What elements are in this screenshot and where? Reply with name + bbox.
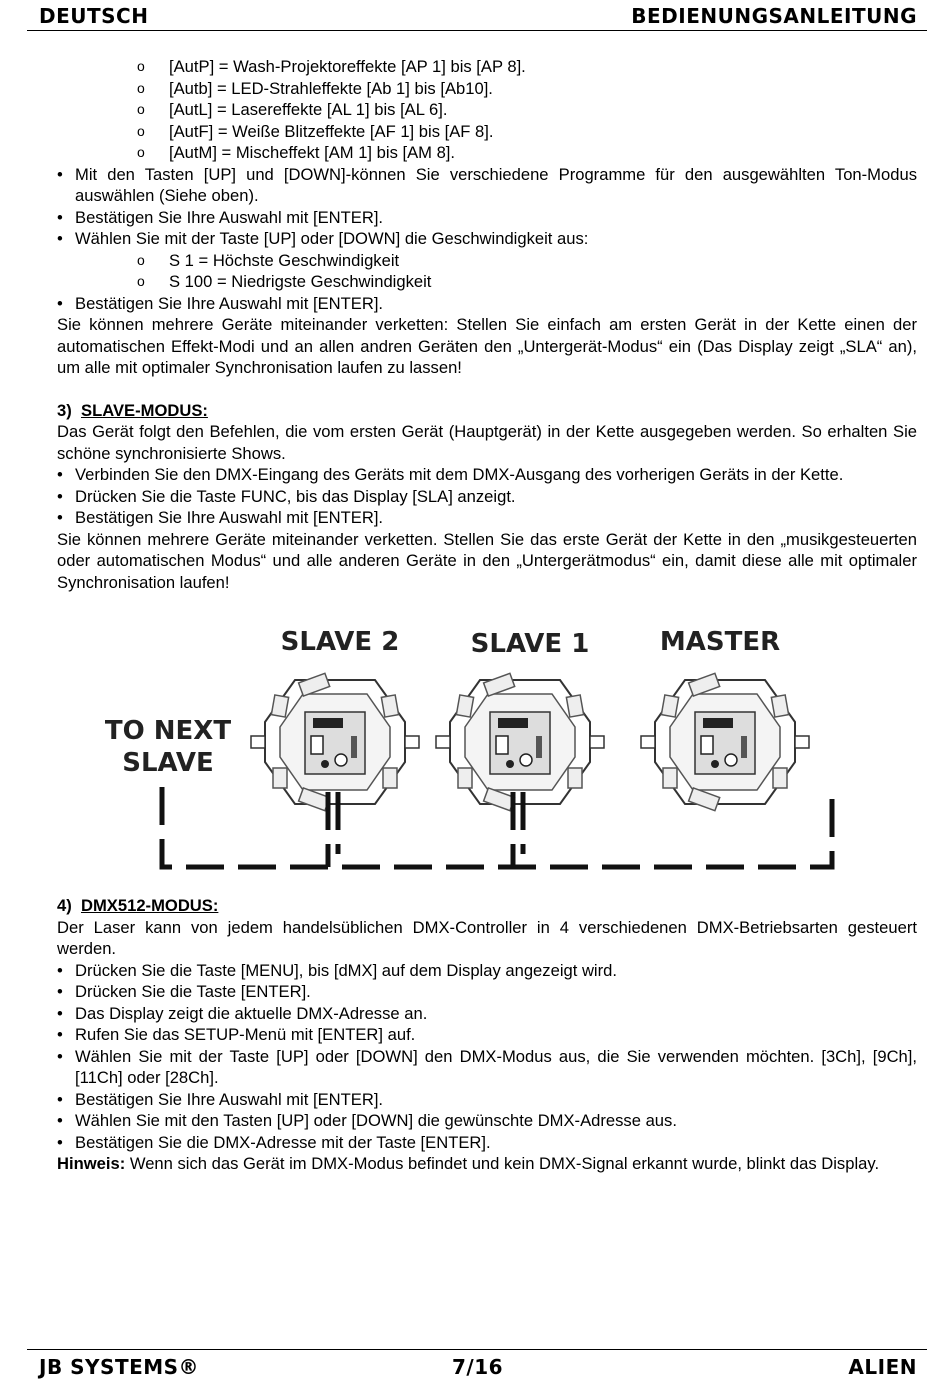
list-item: • Rufen Sie das SETUP-Menü mit [ENTER] auf. xyxy=(57,1024,917,1046)
section-number: 3) xyxy=(57,400,72,420)
list-item: o [Autb] = LED-Strahleffekte [Ab 1] bis [Ab10]. xyxy=(57,78,917,100)
list-item: o S 1 = Höchste Geschwindigkeit xyxy=(57,250,917,272)
hint-label: Hinweis: xyxy=(57,1154,126,1173)
list-item: • Wählen Sie mit der Taste [UP] oder [DOWN] die Geschwindigkeit aus: xyxy=(57,228,917,250)
label-slave1: SLAVE 1 xyxy=(470,629,590,659)
list-item: • Bestätigen Sie Ihre Auswahl mit [ENTER]. xyxy=(57,1089,917,1111)
section-heading-dmx xyxy=(57,895,917,917)
label-master: MASTER xyxy=(659,627,781,657)
header-doc-type: BEDIENUNGSANLEITUNG xyxy=(631,4,917,28)
list-item: o [AutF] = Weiße Blitzeffekte [AF 1] bis [AF 8]. xyxy=(57,121,917,143)
list-item: • Bestätigen Sie die DMX-Adresse mit der Taste [ENTER]. xyxy=(57,1132,917,1154)
auto-mode-section xyxy=(57,56,917,593)
list-item: • Verbinden Sie den DMX-Eingang des Geräts mit dem DMX-Ausgang des vorherigen Geräts in der Kette. xyxy=(57,464,917,486)
list-item: • Das Display zeigt die aktuelle DMX-Adresse an. xyxy=(57,1003,917,1025)
section-heading-slave xyxy=(57,400,917,422)
page-header xyxy=(27,2,927,31)
list-item: • Bestätigen Sie Ihre Auswahl mit [ENTER]. xyxy=(57,507,917,529)
list-item: o [AutM] = Mischeffekt [AM 1] bis [AM 8]. xyxy=(57,142,917,164)
section-title: DMX512-MODUS: xyxy=(81,896,219,915)
slave2-unit xyxy=(251,673,419,810)
list-item: o [AutP] = Wash-Projektoreffekte [AP 1] bis [AP 8]. xyxy=(57,56,917,78)
list-item: • Mit den Tasten [UP] und [DOWN]-können Sie verschiedene Programme für den ausgewählten Ton-Modus auswählen (Siehe oben). xyxy=(57,164,917,207)
paragraph: Sie können mehrere Geräte miteinander verketten. Stellen Sie das erste Gerät der Kette in den „musikgesteuerten oder automatischen Modus“ und alle anderen Geräte in den „Untergerätmodus“ ein, damit diese alle mit optimaler Synchronisation laufen! xyxy=(57,529,917,592)
section-number: 4) xyxy=(57,896,72,915)
hint-text: Wenn sich das Gerät im DMX-Modus befindet und kein DMX-Signal erkannt wurde, blinkt das Display. xyxy=(125,1154,880,1173)
list-item: o S 100 = Niedrigste Geschwindigkeit xyxy=(57,271,917,293)
paragraph: Sie können mehrere Geräte miteinander verketten: Stellen Sie einfach am ersten Gerät in der Kette einen der automatischen Effekt-Modi und an allen andren Geräten den „Untergerät-Modus“ ein (Das Display zeigt „SLA“ an), um alle mit optimaler Synchronisation laufen zu lassen! xyxy=(57,315,917,377)
slave1-unit xyxy=(436,673,604,810)
dmx-chain-diagram xyxy=(100,622,920,880)
header-language: DEUTSCH xyxy=(39,4,149,28)
label-slave2: SLAVE 2 xyxy=(280,627,400,657)
paragraph: Das Gerät folgt den Befehlen, die vom ersten Gerät (Hauptgerät) in der Kette ausgegeben werden. So erhalten Sie schöne synchronisierte Shows. xyxy=(57,422,917,463)
list-item: o [AutL] = Lasereffekte [AL 1] bis [AL 6]. xyxy=(57,99,917,121)
list-item: • Wählen Sie mit den Tasten [UP] oder [DOWN] die gewünschte DMX-Adresse aus. xyxy=(57,1110,917,1132)
paragraph: Der Laser kann von jedem handelsüblichen DMX-Controller in 4 verschiedenen DMX-Betriebsarten gesteuert werden. xyxy=(57,917,917,958)
list-item: • Drücken Sie die Taste [ENTER]. xyxy=(57,981,917,1003)
list-item: • Bestätigen Sie Ihre Auswahl mit [ENTER]. xyxy=(57,293,917,315)
page-number: 7/16 xyxy=(452,1355,504,1379)
list-item: • Drücken Sie die Taste [MENU], bis [dMX] auf dem Display angezeigt wird. xyxy=(57,960,917,982)
master-unit xyxy=(641,673,809,810)
label-slave: SLAVE xyxy=(122,748,214,778)
footer-product: ALIEN xyxy=(848,1355,917,1379)
page-footer xyxy=(27,1349,927,1390)
dmx-mode-section xyxy=(57,895,917,1175)
list-item: • Drücken Sie die Taste FUNC, bis das Display [SLA] anzeigt. xyxy=(57,486,917,508)
section-title: SLAVE-MODUS: xyxy=(81,400,208,420)
label-to-next: TO NEXT xyxy=(104,716,232,746)
list-item: • Bestätigen Sie Ihre Auswahl mit [ENTER]. xyxy=(57,207,917,229)
list-item: • Wählen Sie mit der Taste [UP] oder [DOWN] den DMX-Modus aus, die Sie verwenden möchten. [3Ch], [9Ch], [11Ch] oder [28Ch]. xyxy=(57,1046,917,1089)
footer-brand: JB SYSTEMS® xyxy=(39,1355,200,1379)
hint-note xyxy=(57,1153,917,1175)
